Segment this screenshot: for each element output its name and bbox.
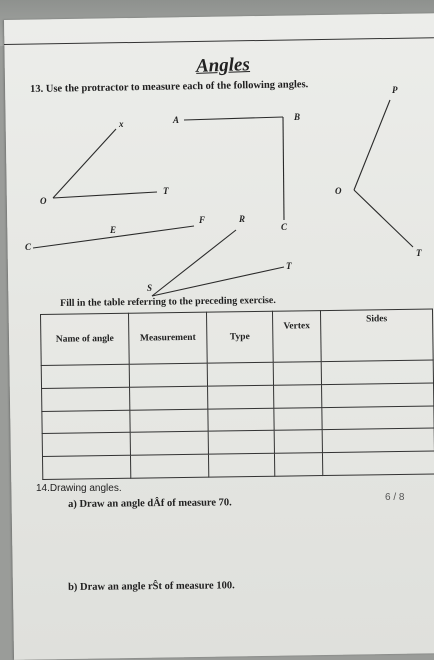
label-s: S [147, 283, 153, 293]
table-cell[interactable] [130, 386, 208, 410]
angles-table-container [40, 309, 434, 480]
table-cell[interactable] [322, 383, 434, 407]
label-f: F [199, 215, 206, 225]
header-type: Type [206, 311, 273, 363]
header-vertex: Vertex [272, 311, 321, 363]
table-cell[interactable] [42, 410, 130, 434]
header-measurement: Measurement [128, 312, 207, 364]
table-cell[interactable] [322, 406, 434, 430]
label-t-left: T [163, 186, 169, 196]
table-cell[interactable] [42, 455, 130, 479]
table-cell[interactable] [208, 385, 274, 409]
angle-rst [152, 230, 284, 296]
table-cell[interactable] [274, 384, 322, 407]
table-cell[interactable] [130, 454, 208, 478]
exercise-14-heading: 14.Drawing angles. [36, 483, 122, 494]
header-name-of-angle: Name of angle [41, 313, 130, 365]
page-title: Angles [195, 54, 251, 77]
table-cell[interactable] [273, 362, 321, 385]
label-e: E [110, 225, 117, 235]
label-x: x [119, 119, 124, 129]
label-o-left: O [40, 196, 47, 206]
table-cell[interactable] [207, 362, 273, 386]
label-t-bottom: T [286, 261, 292, 271]
label-o-right: O [335, 186, 342, 196]
table-cell[interactable] [129, 363, 207, 387]
label-a: A [173, 115, 180, 125]
table-cell[interactable] [274, 453, 322, 476]
label-r: R [239, 214, 246, 224]
exercise-14-part-b: b) Draw an angle rŜt of measure 100. [68, 580, 235, 593]
table-cell[interactable] [130, 409, 208, 433]
table-cell[interactable] [208, 431, 274, 455]
table-cell[interactable] [322, 428, 434, 452]
table-row [42, 451, 434, 479]
table-cell[interactable] [130, 432, 208, 456]
label-t-right: T [416, 248, 422, 258]
table-cell[interactable] [208, 453, 274, 477]
table-cell[interactable] [208, 408, 274, 432]
table-cell[interactable] [42, 387, 130, 411]
angle-abc [184, 117, 284, 220]
angle-pot [354, 100, 413, 247]
label-b: B [294, 112, 301, 122]
header-sides: Sides [320, 309, 433, 362]
exercise-14-part-a: a) Draw an angle dÂf of measure 70. [68, 497, 232, 510]
table-cell[interactable] [41, 364, 129, 388]
table-cell[interactable] [274, 407, 322, 430]
table-cell[interactable] [42, 433, 130, 457]
exercise-13-prompt: 13. Use the protractor to measure each of the following angles. [30, 79, 309, 95]
angles-table [40, 309, 434, 480]
table-cell[interactable] [322, 451, 434, 475]
table-header-row [41, 309, 434, 365]
table-instruction: Fill in the table referring to the preceding exercise. [60, 294, 276, 309]
label-c-line: C [25, 242, 32, 252]
angle-xot [53, 129, 157, 198]
page-number: 6 / 8 [385, 492, 405, 503]
label-p: P [392, 85, 398, 95]
label-c-vertical: C [281, 222, 288, 232]
table-cell[interactable] [274, 430, 322, 453]
table-cell[interactable] [321, 360, 433, 384]
